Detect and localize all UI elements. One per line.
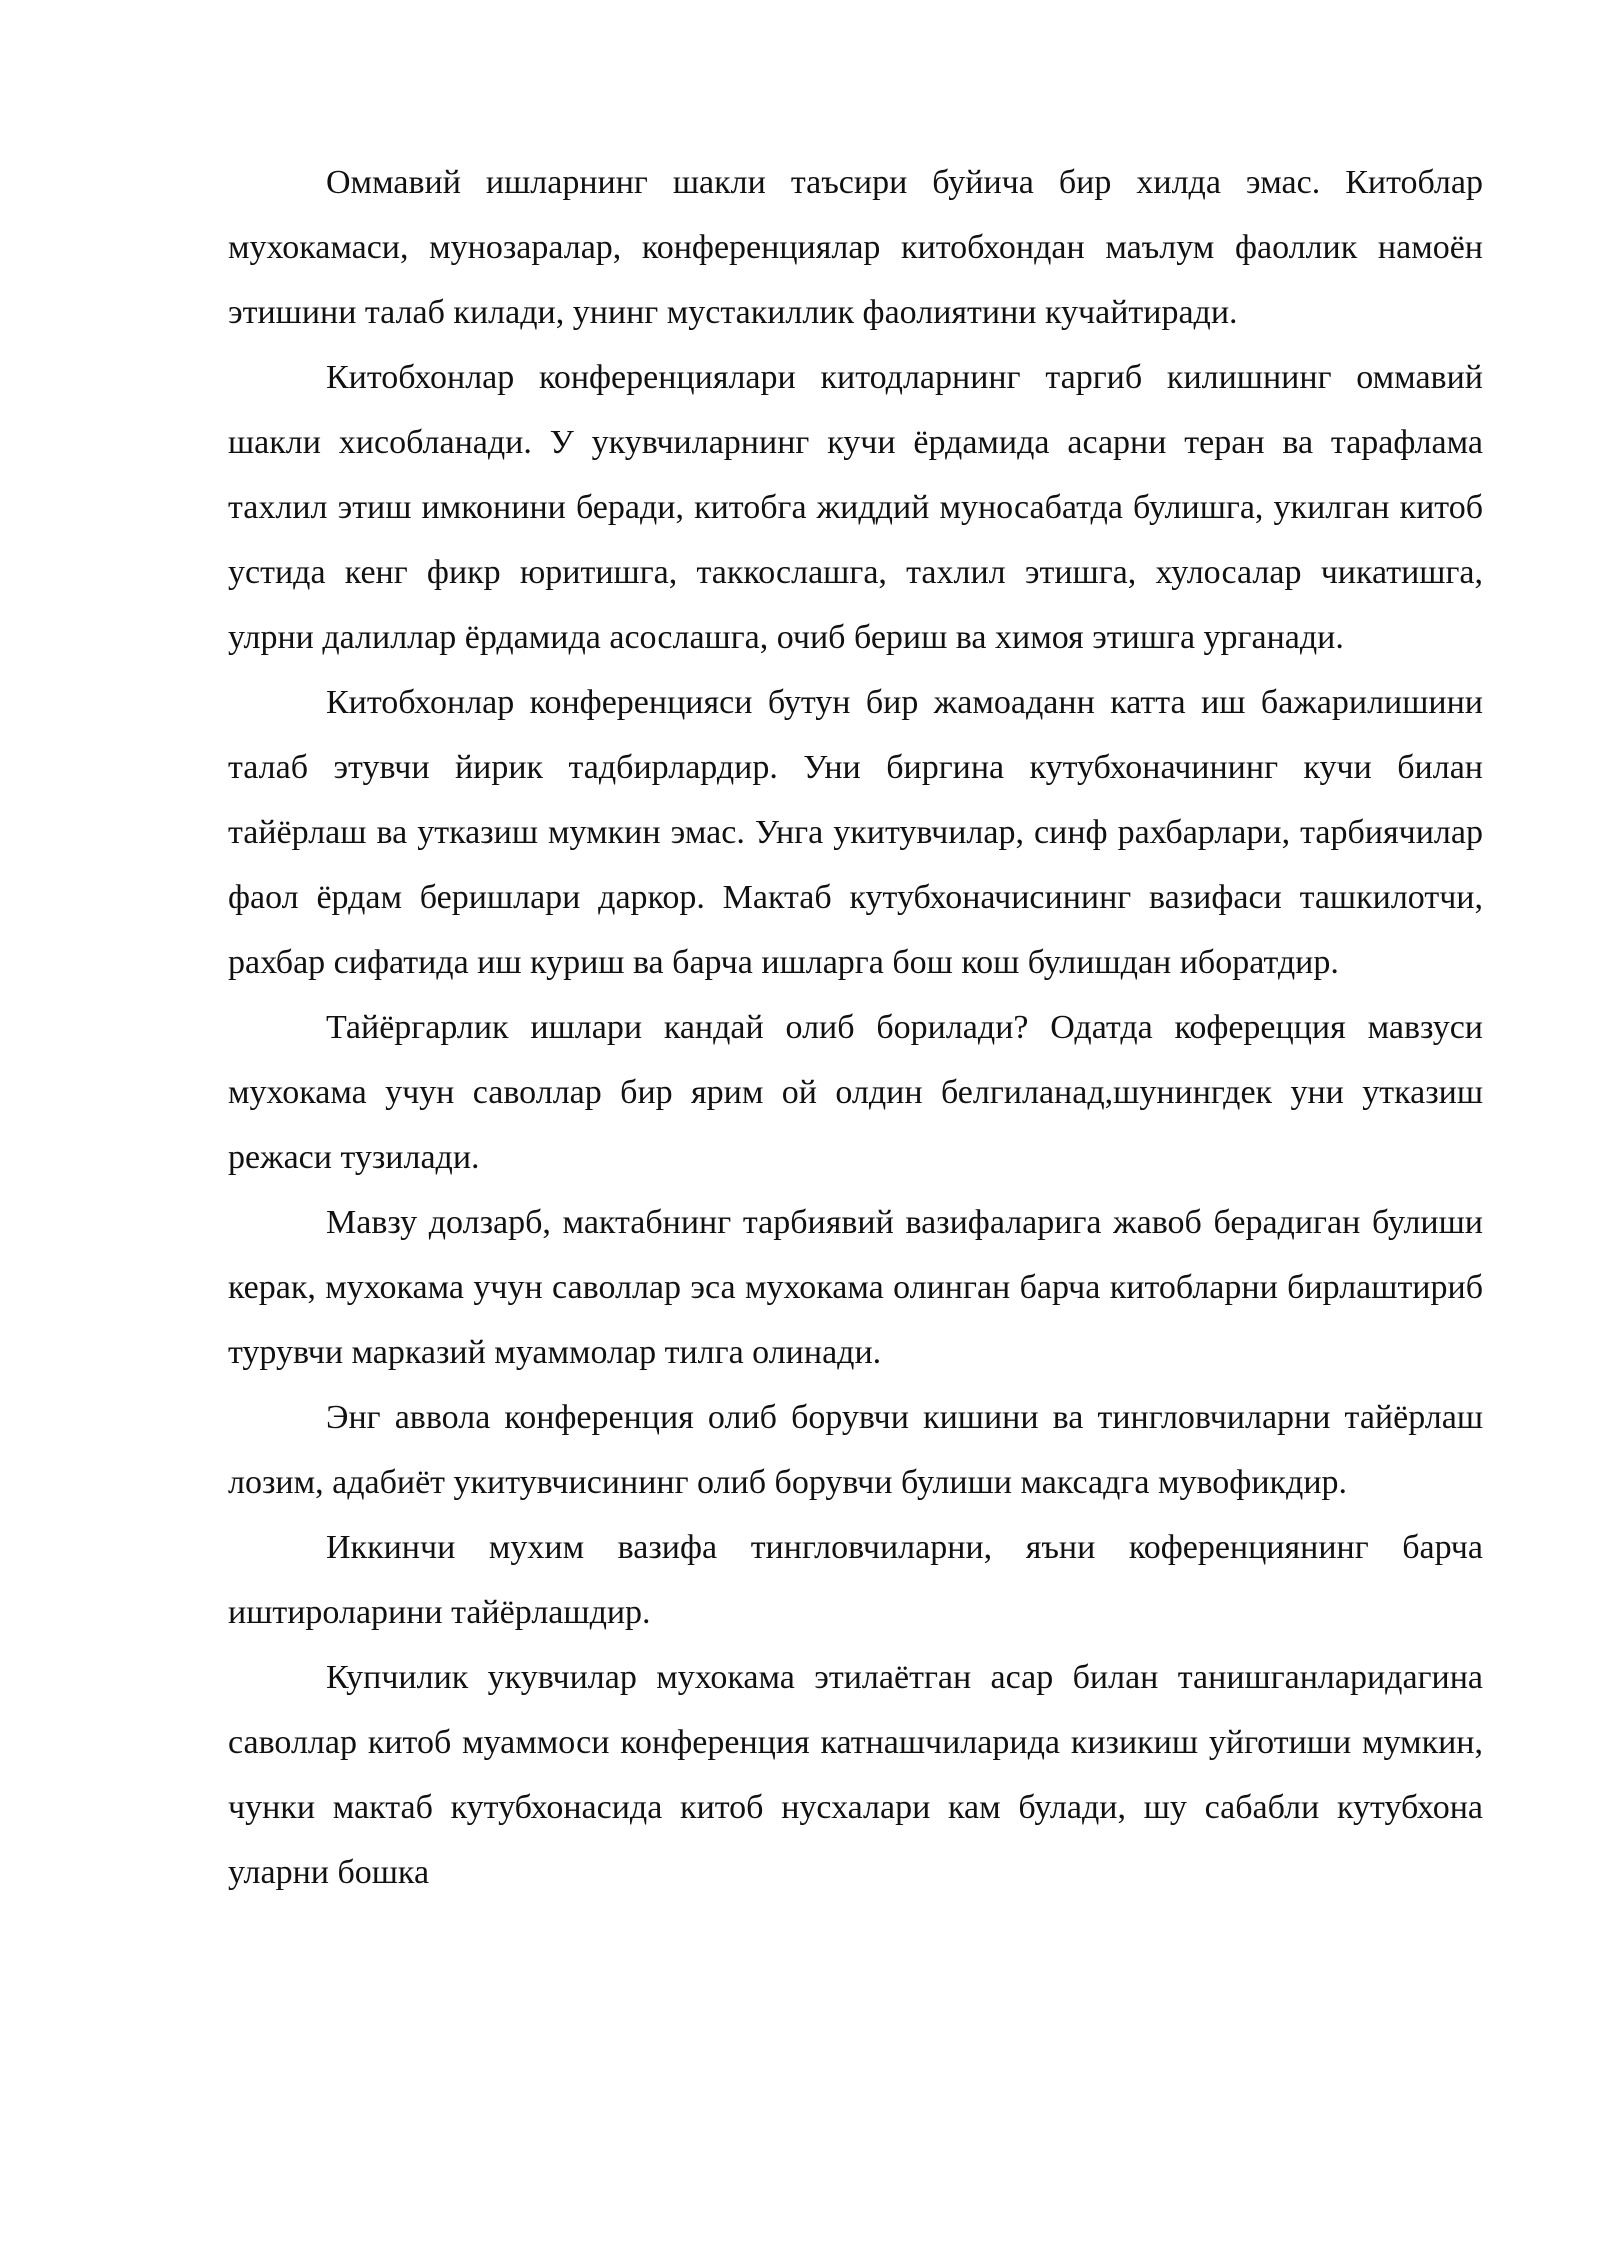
- paragraph: Энг аввола конференция олиб борувчи кишини ва тингловчиларни тайёрлаш лозим, адабиёт укитувчисининг олиб борувчи булиши максадга мувофикдир.: [228, 1399, 1483, 1501]
- paragraph: Китобхонлар конференцияси бутун бир жамоаданн катта иш бажарилишини талаб этувчи йирик тадбирлардир. Уни биргина кутубхоначининг кучи билан тайёрлаш ва утказиш мумкин эмас. Унга укитувчилар, синф рахбарлари, тарбиячилар фаол ёрдам беришлари даркор. Мактаб кутубхоначисининг вазифаси ташкилотчи, рахбар сифатида иш куриш ва барча ишларга бош кош булишдан иборатдир.: [228, 684, 1483, 981]
- paragraph: Оммавий ишларнинг шакли таъсири буйича бир хилда эмас. Китоблар мухокамаси, мунозаралар, конференциялар китобхондан маълум фаоллик намоён этишини талаб килади, унинг мустакиллик фаолиятини кучайтиради.: [228, 164, 1483, 331]
- paragraph: Мавзу долзарб, мактабнинг тарбиявий вазифаларига жавоб берадиган булиши керак, мухокама учун саволлар эса мухокама олинган барча китобларни бирлаштириб турувчи марказий муаммолар тилга олинади.: [228, 1204, 1483, 1371]
- paragraph: Китобхонлар конференциялари китодларнинг таргиб килишнинг оммавий шакли хисобланади. У укувчиларнинг кучи ёрдамида асарни теран ва тарафлама тахлил этиш имконини беради, китобга жиддий муносабатда булишга, укилган китоб устида кенг фикр юритишга, таккослашга, тахлил этишга, хулосалар чикатишга, улрни далиллар ёрдамида асослашга, очиб бериш ва химоя этишга урганади.: [228, 359, 1483, 656]
- document-body: [228, 150, 1483, 1905]
- paragraph: Иккинчи мухим вазифа тингловчиларни, яъни коференциянинг барча иштироларини тайёрлашдир.: [228, 1529, 1483, 1631]
- paragraph: Купчилик укувчилар мухокама этилаётган асар билан танишганларидагина саволлар китоб муаммоси конференция катнашчиларида кизикиш уйготиши мумкин, чунки мактаб кутубхонасида китоб нусхалари кам булади, шу сабабли кутубхона уларни бошка: [228, 1659, 1483, 1891]
- paragraph: Тайёргарлик ишлари кандай олиб борилади? Одатда коферецция мавзуси мухокама учун саволлар бир ярим ой олдин белгиланад,шунингдек уни утказиш режаси тузилади.: [228, 1009, 1483, 1176]
